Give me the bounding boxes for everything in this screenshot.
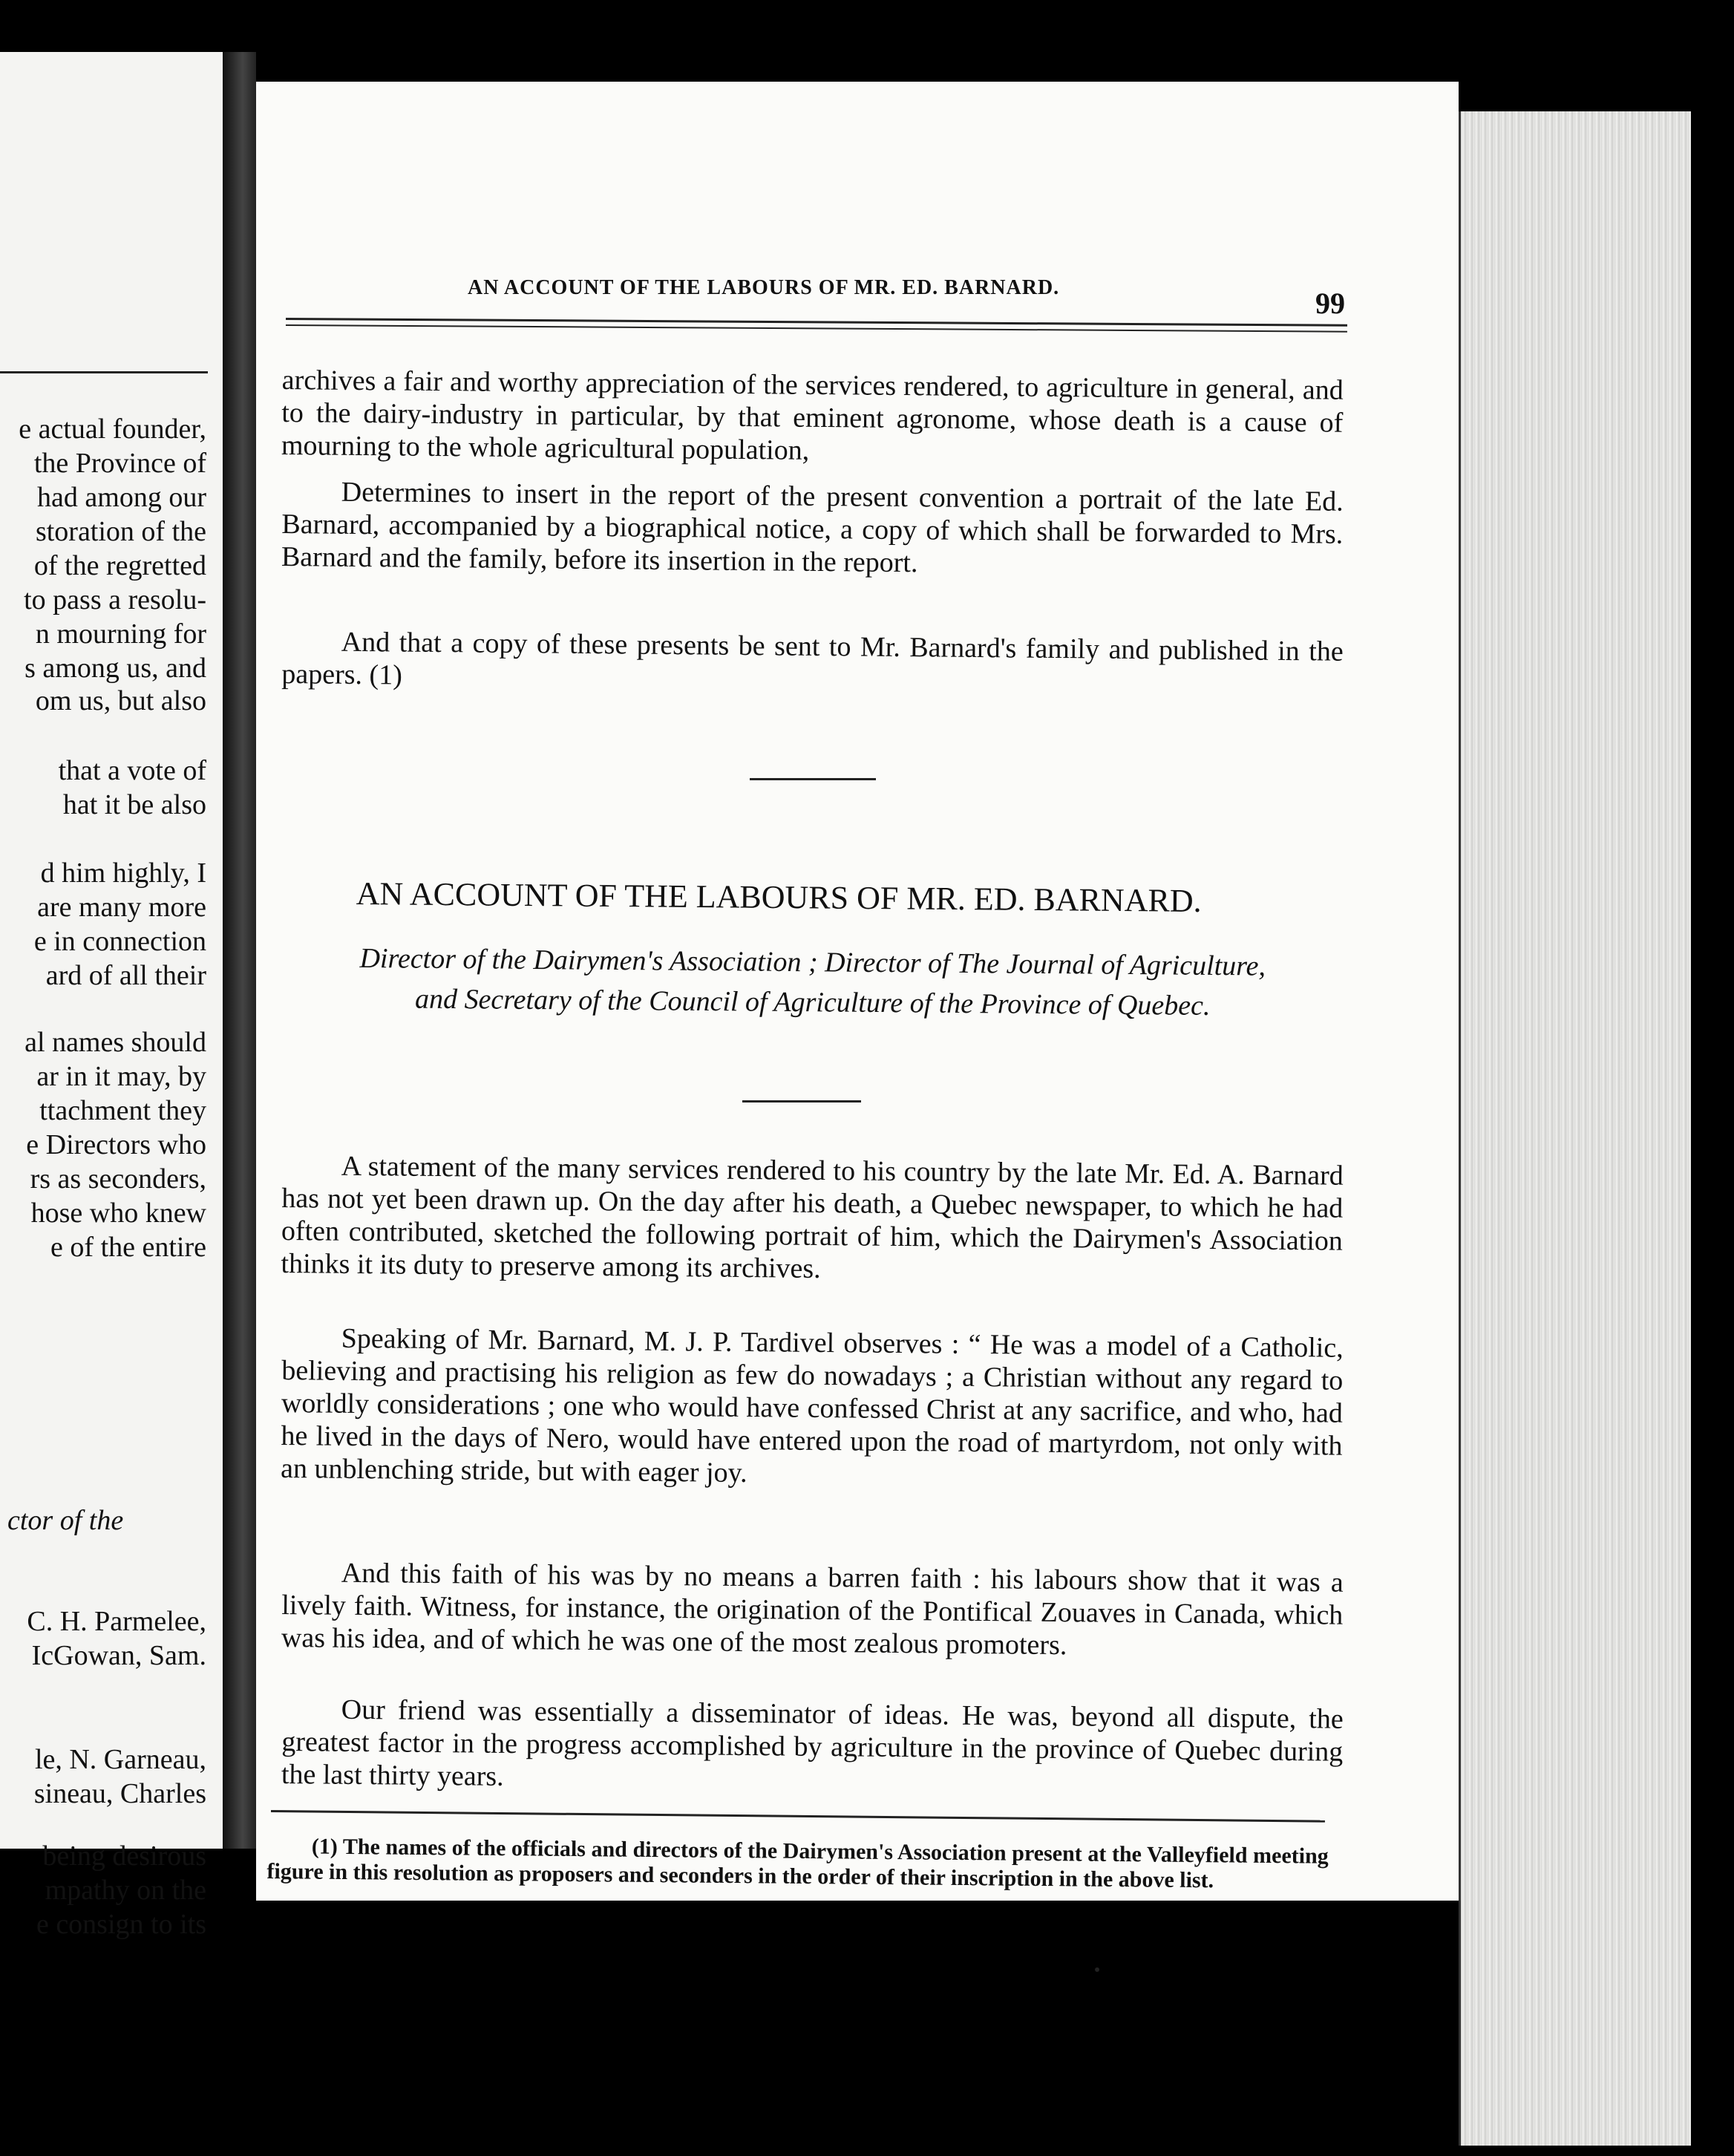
facing-line: being desirous xyxy=(42,1840,206,1872)
subtitle-divider xyxy=(742,1100,861,1102)
ink-speck xyxy=(1095,1967,1099,1972)
facing-line: s among us, and xyxy=(24,653,206,684)
facing-line: hat it be also xyxy=(62,789,206,820)
facing-line: C. H. Parmelee, xyxy=(27,1606,206,1637)
page-number: 99 xyxy=(1315,287,1345,320)
body-paragraph: Our friend was essentially a disseminator of ideas. He was, beyond all dispute, the greatest factor in the progress accomplished by agriculture in the province of Quebec during the last thirty years. xyxy=(281,1693,1344,1792)
facing-line: al names should xyxy=(24,1027,206,1058)
facing-page-rule xyxy=(0,371,208,373)
facing-line: mpathy on the xyxy=(45,1875,206,1906)
facing-line: d him highly, I xyxy=(40,858,206,889)
facing-line: e Directors who xyxy=(26,1129,206,1160)
running-header: AN ACCOUNT OF THE LABOURS OF MR. ED. BARNARD. xyxy=(468,276,1060,299)
facing-line: IcGowan, Sam. xyxy=(31,1640,206,1671)
section-divider xyxy=(750,778,876,780)
body-paragraph: And that a copy of these presents be sent to Mr. Barnard's family and published in the papers. (1) xyxy=(281,626,1344,691)
facing-line: of the regretted xyxy=(33,550,206,581)
facing-line: e of the entire xyxy=(50,1232,206,1263)
facing-page xyxy=(0,52,223,1940)
section-subtitle: Director of the Dairymen's Association ; Director of The Journal of Agriculture, xyxy=(359,942,1266,982)
facing-line: are many more xyxy=(37,892,206,923)
facing-line: ard of all their xyxy=(45,960,206,991)
facing-line: ctor of the xyxy=(7,1505,124,1536)
facing-line: n mourning for xyxy=(35,618,206,650)
facing-line: sineau, Charles xyxy=(33,1778,206,1809)
facing-line: ttachment they xyxy=(39,1095,206,1126)
page-edges xyxy=(1459,111,1691,2146)
footnote: (1) The names of the officials and directors of the Dairymen's Association present at the Valleyfield meeting figure in this resolution as proposers and seconders in the order of their inscription in the above list. xyxy=(266,1834,1329,1893)
facing-line: e actual founder, xyxy=(19,414,206,445)
facing-line: storation of the xyxy=(35,516,206,547)
section-title: AN ACCOUNT OF THE LABOURS OF MR. ED. BARNARD. xyxy=(356,875,1202,919)
facing-line: the Province of xyxy=(33,448,206,479)
section-subtitle: and Secretary of the Council of Agriculture of the Province of Quebec. xyxy=(414,983,1211,1022)
facing-line: ar in it may, by xyxy=(36,1061,206,1092)
facing-line: to pass a resolu- xyxy=(24,584,206,615)
facing-line: e in connection xyxy=(33,926,206,957)
body-paragraph: Speaking of Mr. Barnard, M. J. P. Tardivel observes : “ He was a model of a Catholic, believing and practising his religion as few do nowadays ; a Christian without any regard to worldly considerations ; one who would have confessed Christ at any sacrifice, and who, had he lived in the days of Nero, would have entered upon the road of martyrdom, not only with an unblenching stride, but with eager joy. xyxy=(280,1322,1344,1489)
facing-line: e consign to its xyxy=(36,1909,206,1940)
book-gutter xyxy=(223,52,256,1849)
body-paragraph: A statement of the many services rendered to his country by the late Mr. Ed. A. Barnard has not yet been drawn up. On the day after his death, a Quebec newspaper, to which he had often contributed, sketched the following portrait of him, which the Dairymen's Association thinks it its duty to preserve among its archives. xyxy=(281,1150,1344,1284)
facing-line: had among our xyxy=(37,482,206,513)
body-paragraph: Determines to insert in the report of the present convention a portrait of the late Ed. Barnard, accompanied by a biographical notice, a copy of which shall be forwarded to Mrs. Barnard and the family, before its insertion in the report. xyxy=(281,476,1344,579)
facing-line: rs as seconders, xyxy=(30,1163,206,1195)
body-paragraph: archives a fair and worthy appreciation of the services rendered, to agriculture in general, and to the dairy-industry in particular, by that eminent agronome, whose death is a cause of mourning to the whole agricultural population, xyxy=(281,364,1344,466)
facing-line: le, N. Garneau, xyxy=(34,1744,206,1775)
facing-line: that a vote of xyxy=(58,755,206,786)
facing-line: om us, but also xyxy=(35,685,206,716)
facing-line: hose who knew xyxy=(30,1198,206,1229)
body-paragraph: And this faith of his was by no means a barren faith : his labours show that it was a lively faith. Witness, for instance, the origination of the Pontifical Zouaves in Canada, which was his idea, and of which he was one of the most zealous promoters. xyxy=(281,1557,1344,1662)
